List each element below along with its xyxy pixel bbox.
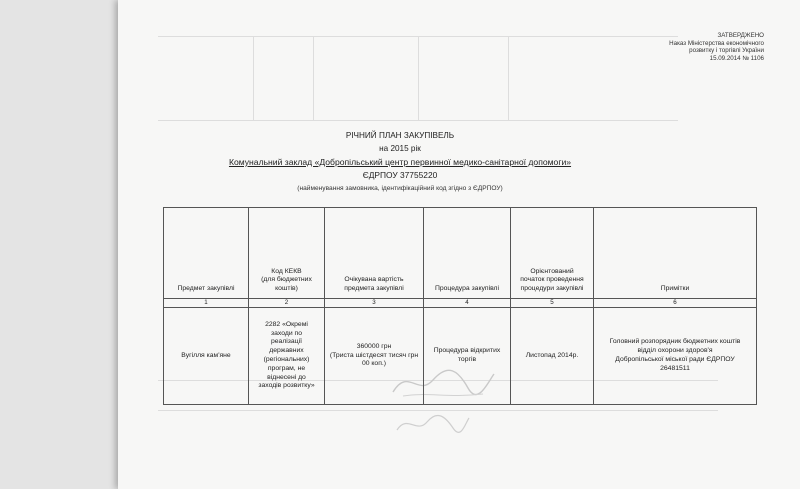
document-year: на 2015 рік [379,144,421,153]
bleed-rule [253,36,254,120]
approval-stamp [594,32,764,62]
edrpou-code: ЄДРПОУ 37755220 [362,170,438,180]
approval-line: Наказ Міністерства економічного [669,39,764,47]
column-number: 3 [325,299,424,308]
approval-line: 15.09.2014 № 1106 [709,54,764,62]
header-cell: Примітки [594,208,757,299]
column-number: 4 [424,299,511,308]
organization-caption: (найменування замовника, ідентифікаційний код згідно з ЄДРПОУ) [297,185,503,192]
bleed-rule [508,36,509,120]
column-number: 6 [594,299,757,308]
document-title: РІЧНИЙ ПЛАН ЗАКУПІВЕЛЬ [345,131,455,140]
procurement-plan-table [163,207,757,405]
procurement-subject: Вугілля кам'яне [164,308,249,405]
procurement-procedure: Процедура відкритих торгів [424,308,511,405]
header-cell: Код КЕКВ (для бюджетних коштів) [249,208,325,299]
bleed-rule [418,36,419,120]
approval-line: розвитку і торгівлі України [689,47,764,55]
notes: Головний розпорядник бюджетних коштів відділ охорони здоров'я Добропільської міської ради ЄДРПОУ 26481511 [594,308,757,405]
table-row [164,308,757,405]
column-number-row [164,299,757,308]
header-cell: Процедура закупівлі [424,208,511,299]
column-number: 5 [511,299,594,308]
faint-signature-scribble [393,410,473,438]
header-cell: Орієнтований початок проведення процедури закупівлі [511,208,594,299]
organization-name: Комунальний заклад «Добропільський центр первинної медико-санітарної допомоги» [228,157,572,167]
column-number: 2 [249,299,325,308]
scan-background [0,0,118,489]
kekv-code: 2282 «Окремі заходи по реалізації державних (регіональних) програм, не віднесені до заходів розвитку» [249,308,325,405]
bleed-rule [158,120,678,121]
procurement-start-date: Листопад 2014р. [511,308,594,405]
table-header-row [164,208,757,299]
expected-cost: 360000 грн (Триста шістдесят тисяч грн 00 коп.) [325,308,424,405]
bleed-rule [313,36,314,120]
column-number: 1 [164,299,249,308]
header-cell: Предмет закупівлі [164,208,249,299]
approval-line: ЗАТВЕРДЖЕНО [717,32,764,39]
header-cell: Очікувана вартість предмета закупівлі [325,208,424,299]
